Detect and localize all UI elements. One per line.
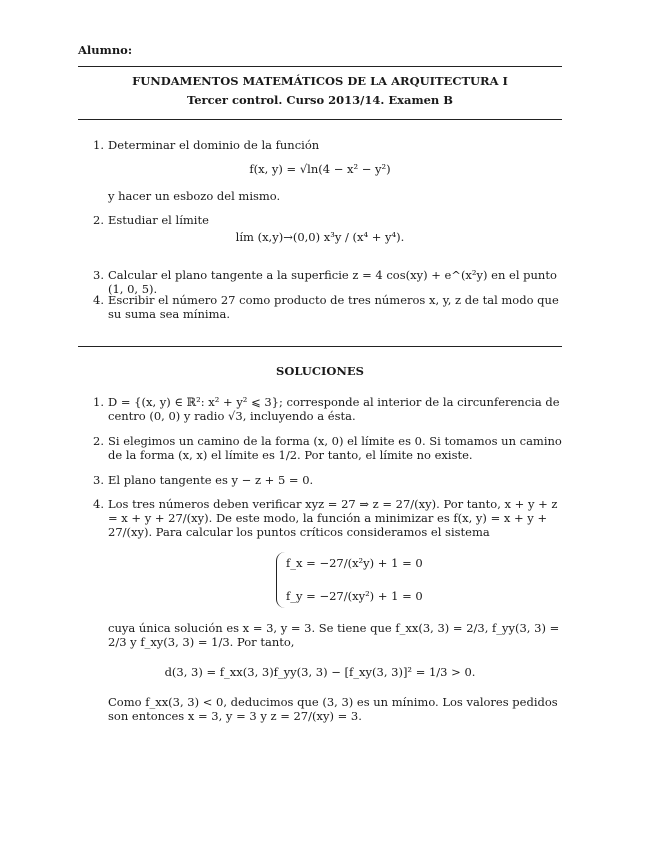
problem-number: 3. [93, 268, 104, 282]
problem-text: Calcular el plano tangente a la superficie z = 4 cos(xy) + e^(x²y) en el punto (1, 0, 5). [108, 268, 557, 296]
solution-text: Los tres números deben verificar xyz = 27 ⇒ z = 27/(xy). Por tanto, x + y + z = x + y + 27/(xy). De este modo, la función a minimizar es f(x, y) = x + y + 27/(xy). Para calcular los puntos críticos consideramos el sistema [108, 497, 558, 539]
solution-followup: cuya única solución es x = 3, y = 3. Se tiene que f_xx(3, 3) = 2/3, f_yy(3, 3) = 2/3 y f_xy(3, 3) = 1/3. Por tanto, [108, 621, 560, 649]
solution-number: 4. [93, 497, 104, 511]
solution-number: 2. [93, 434, 104, 448]
problem-formula: f(x, y) = √ln(4 − x² − y²) [249, 162, 391, 176]
header-rule [78, 119, 562, 120]
problem-text: Estudiar el límite [108, 213, 209, 227]
solution-text: Si elegimos un camino de la forma (x, 0) el límite es 0. Si tomamos un camino de la forma (x, x) el límite es 1/2. Por tanto, el límite no existe. [108, 434, 562, 462]
problem-number: 2. [93, 213, 104, 227]
solution-text: D = {(x, y) ∈ ℝ²: x² + y² ⩽ 3}; corresponde al interior de la circunferencia de centro (0, 0) y radio √3, incluyendo a ésta. [108, 395, 560, 423]
problem-number: 4. [93, 293, 104, 307]
system-equation: f_y = −27/(xy²) + 1 = 0 [286, 589, 423, 603]
problem-followup: y hacer un esbozo del mismo. [108, 189, 281, 203]
solution-number: 3. [93, 473, 104, 487]
student-label: Alumno: [78, 43, 133, 57]
exam-title: FUNDAMENTOS MATEMÁTICOS DE LA ARQUITECTURA I [132, 74, 508, 88]
solution-conclusion: Como f_xx(3, 3) < 0, deducimos que (3, 3) es un mínimo. Los valores pedidos son entonces x = 3, y = 3 y z = 27/(xy) = 3. [108, 695, 558, 723]
problem-text: Determinar el dominio de la función [108, 138, 320, 152]
top-rule [78, 66, 562, 67]
limit-formula: lím (x,y)→(0,0) x³y / (x⁴ + y⁴). [235, 230, 405, 244]
solution-text: El plano tangente es y − z + 5 = 0. [108, 473, 314, 487]
exam-subtitle: Tercer control. Curso 2013/14. Examen B [186, 93, 454, 107]
solutions-heading: SOLUCIONES [276, 364, 364, 378]
determinant-formula: d(3, 3) = f_xx(3, 3)f_yy(3, 3) − [f_xy(3, 3)]² = 1/3 > 0. [164, 665, 476, 679]
solution-number: 1. [93, 395, 104, 409]
system-equation: f_x = −27/(x²y) + 1 = 0 [286, 556, 423, 570]
problem-number: 1. [93, 138, 104, 152]
problem-text: Escribir el número 27 como producto de tres números x, y, z de tal modo que su suma sea mínima. [108, 293, 559, 321]
solutions-rule [78, 346, 562, 347]
